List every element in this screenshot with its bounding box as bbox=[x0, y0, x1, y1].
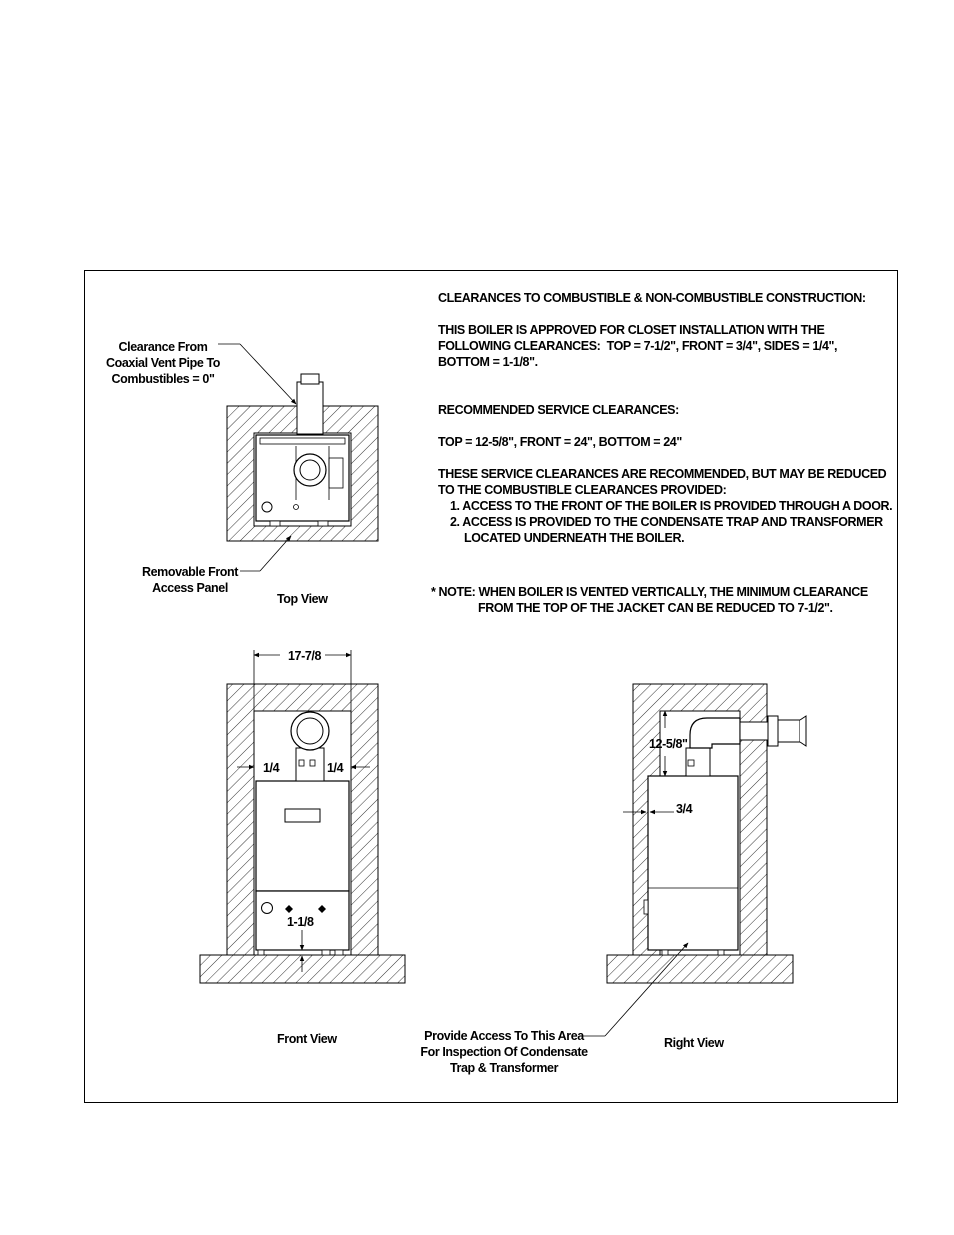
dim-front-label: 3/4 bbox=[676, 802, 693, 816]
service-heading: RECOMMENDED SERVICE CLEARANCES: bbox=[438, 403, 679, 417]
right-view-vent-elbow bbox=[690, 718, 740, 748]
panel-callout-line-1: Removable Front bbox=[141, 565, 239, 579]
access-callout-line-1: Provide Access To This Area bbox=[424, 1029, 584, 1043]
access-callout-line-2: For Inspection Of Condensate bbox=[420, 1045, 588, 1059]
front-view-boiler bbox=[256, 781, 349, 891]
right-view-drawing bbox=[582, 684, 806, 1036]
notes-heading: CLEARANCES TO COMBUSTIBLE & NON-COMBUSTIBLE CONSTRUCTION: bbox=[438, 291, 866, 305]
coaxial-callout-line-1: Clearance From bbox=[118, 340, 208, 354]
front-view-label: Front View bbox=[277, 1032, 337, 1046]
approved-line-2: FOLLOWING CLEARANCES: TOP = 7-1/2", FRONT = 3/4", SIDES = 1/4", bbox=[438, 339, 838, 353]
notes-block bbox=[438, 290, 898, 546]
dim-side-right-label: 1/4 bbox=[327, 761, 344, 775]
reduce-item-2: 2. ACCESS IS PROVIDED TO THE CONDENSATE TRAP AND TRANSFORMER bbox=[450, 515, 883, 529]
coaxial-callout-line-3: Combustibles = 0" bbox=[111, 372, 215, 386]
dim-top-label: 12-5/8" bbox=[649, 737, 688, 751]
panel-callout-line-2: Access Panel bbox=[152, 581, 228, 595]
service-values: TOP = 12-5/8", FRONT = 24", BOTTOM = 24" bbox=[438, 435, 682, 449]
reduce-item-1: 1. ACCESS TO THE FRONT OF THE BOILER IS PROVIDED THROUGH A DOOR. bbox=[450, 499, 893, 513]
dim-width-label: 17-7/8 bbox=[288, 649, 322, 663]
top-view-label: Top View bbox=[277, 592, 328, 606]
access-callout-line-3: Trap & Transformer bbox=[449, 1061, 559, 1075]
right-view-label: Right View bbox=[664, 1036, 724, 1050]
vent-note-line-1: * NOTE: WHEN BOILER IS VENTED VERTICALLY, THE MINIMUM CLEARANCE bbox=[431, 585, 868, 599]
approved-line-3: BOTTOM = 1-1/8". bbox=[438, 355, 538, 369]
reduce-item-2-cont: LOCATED UNDERNEATH THE BOILER. bbox=[464, 531, 685, 545]
right-view-boiler bbox=[648, 776, 738, 950]
reduce-line-1: THESE SERVICE CLEARANCES ARE RECOMMENDED, BUT MAY BE REDUCED bbox=[438, 467, 887, 481]
approved-line-1: THIS BOILER IS APPROVED FOR CLOSET INSTALLATION WITH THE bbox=[438, 323, 825, 337]
dim-side-left-label: 1/4 bbox=[263, 761, 280, 775]
top-view-vent-pipe bbox=[294, 454, 326, 486]
vent-note-line-2: FROM THE TOP OF THE JACKET CAN BE REDUCED TO 7-1/2". bbox=[478, 601, 833, 615]
right-view-floor bbox=[607, 955, 793, 983]
front-view-drawing bbox=[200, 650, 405, 983]
top-view-drawing bbox=[218, 344, 378, 571]
front-view-display bbox=[285, 809, 320, 822]
front-view-floor bbox=[200, 955, 405, 983]
dim-bottom-label: 1-1/8 bbox=[287, 915, 314, 929]
reduce-line-2: TO THE COMBUSTIBLE CLEARANCES PROVIDED: bbox=[438, 483, 727, 497]
coaxial-callout-line-2: Coaxial Vent Pipe To bbox=[105, 356, 221, 370]
